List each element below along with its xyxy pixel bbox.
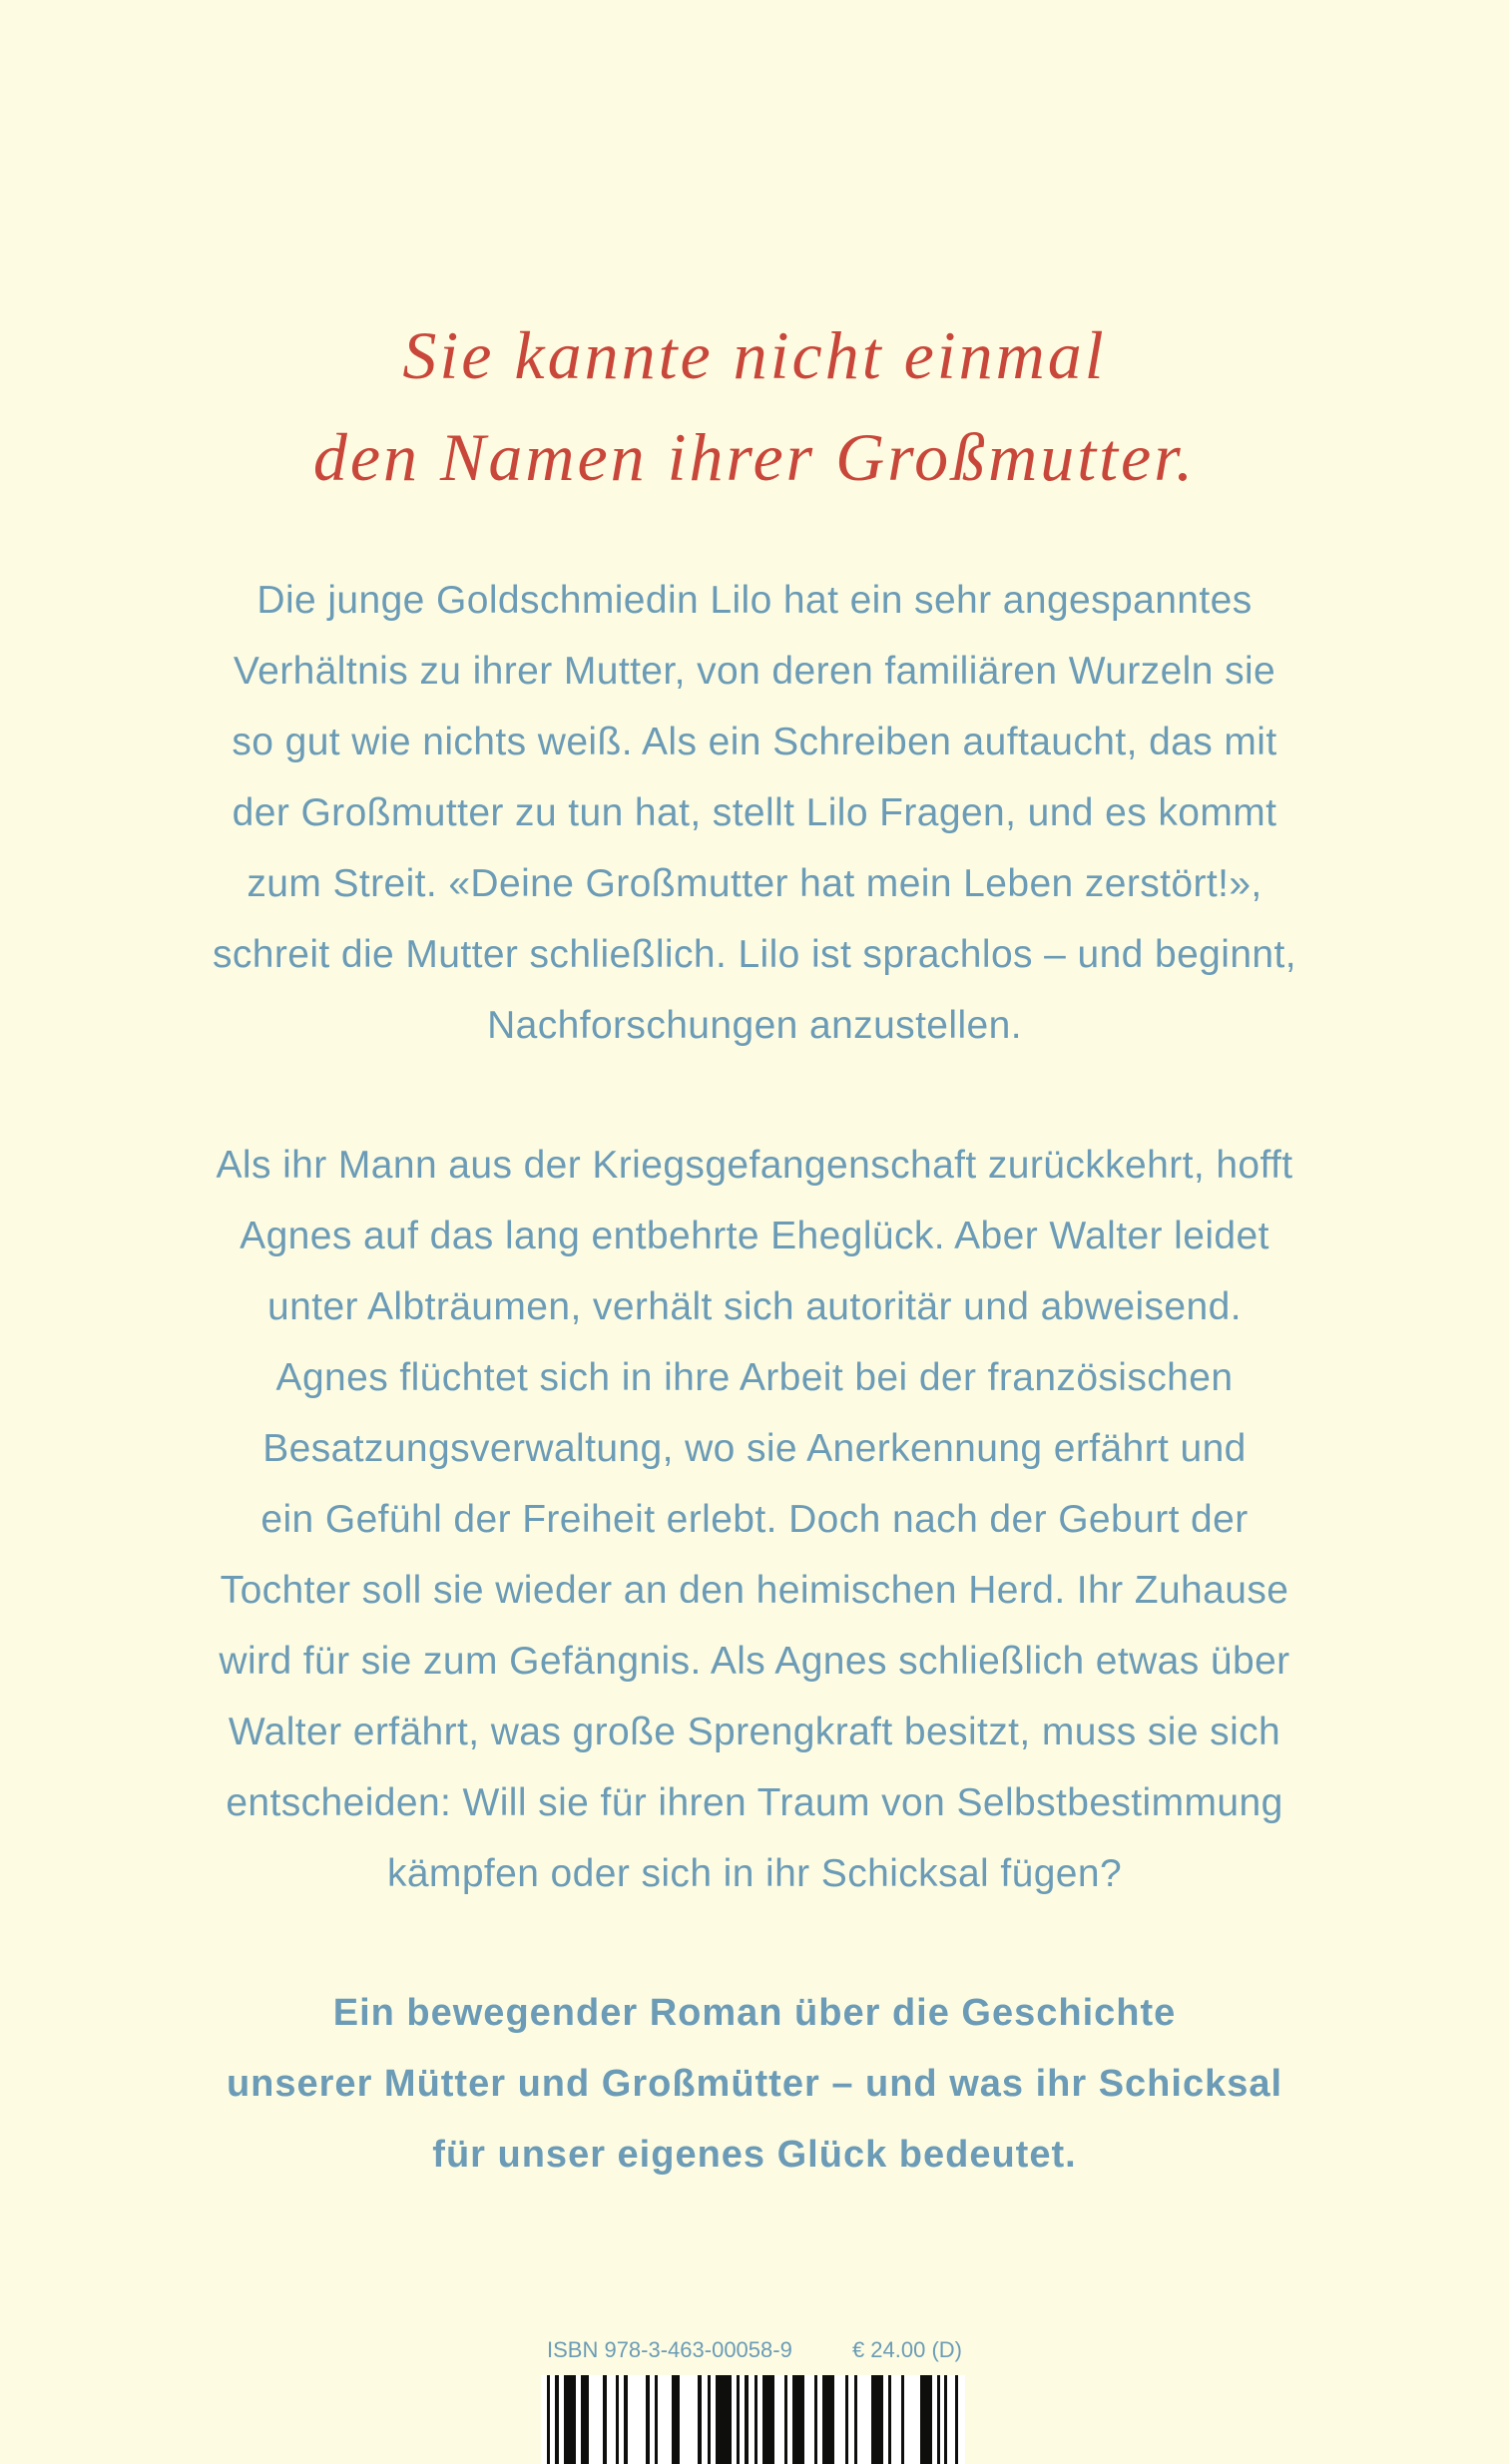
barcode-bar <box>754 2375 757 2464</box>
text-line: Als ihr Mann aus der Kriegsgefangenschaft zurückkehrt, hofft <box>216 1144 1293 1187</box>
barcode-bar <box>624 2375 628 2464</box>
barcode-bar <box>920 2375 932 2464</box>
barcode-bar <box>646 2375 650 2464</box>
barcode-bar <box>845 2375 848 2464</box>
barcode-bar <box>745 2375 749 2464</box>
text-line: Agnes flüchtet sich in ihre Arbeit bei der französischen <box>275 1356 1234 1399</box>
isbn-price-row <box>547 2337 962 2363</box>
barcode-bar <box>871 2375 883 2464</box>
price: € 24.00 (D) <box>851 2337 962 2362</box>
blurb-paragraph-1 <box>0 565 1509 1061</box>
barcode-bar <box>822 2375 834 2464</box>
text-line: Tochter soll sie wieder an den heimischen Herd. Ihr Zuhause <box>220 1569 1289 1612</box>
headline-line: Sie kannte nicht einmal <box>402 317 1107 393</box>
text-line: Verhältnis zu ihrer Mutter, von deren familiären Wurzeln sie <box>233 650 1276 693</box>
tagline-line: Ein bewegender Roman über die Geschichte <box>332 1992 1177 2034</box>
barcode-bar <box>672 2375 680 2464</box>
barcode-bar <box>944 2375 947 2464</box>
barcode-bar <box>937 2375 940 2464</box>
text-line: ein Gefühl der Freiheit erlebt. Doch nach der Geburt der <box>260 1498 1249 1541</box>
barcode-bar <box>888 2375 891 2464</box>
text-line: zum Streit. «Deine Großmutter hat mein Leben zerstört!», <box>247 862 1262 905</box>
tagline-line: unserer Mütter und Großmütter – und was ihr Schicksal <box>226 2063 1283 2105</box>
barcode-bar <box>603 2375 607 2464</box>
barcode-bar <box>762 2375 774 2464</box>
text-line: Die junge Goldschmiedin Lilo hat ein sehr angespanntes <box>256 579 1253 622</box>
text-line: schreit die Mutter schließlich. Lilo ist sprachlos – und beginnt, <box>212 933 1296 976</box>
barcode-bar <box>581 2375 589 2464</box>
barcode-bar <box>854 2375 857 2464</box>
text-line: unter Albträumen, verhält sich autoritär und abweisend. <box>267 1285 1242 1328</box>
barcode-bar <box>616 2375 619 2464</box>
barcode-bar <box>784 2375 787 2464</box>
text-line: wird für sie zum Gefängnis. Als Agnes schließlich etwas über <box>219 1640 1290 1683</box>
blurb-paragraph-2 <box>0 1130 1509 1909</box>
barcode-bar <box>792 2375 804 2464</box>
headline-line: den Namen ihrer Großmutter. <box>312 419 1197 495</box>
barcode-bar <box>708 2375 711 2464</box>
barcode-bar <box>555 2375 559 2464</box>
text-line: kämpfen oder sich in ihr Schicksal fügen? <box>386 1852 1123 1895</box>
barcode-bar <box>955 2375 958 2464</box>
text-line: Walter erfährt, was große Sprengkraft besitzt, muss sie sich <box>228 1711 1281 1753</box>
headline <box>0 304 1509 508</box>
text-line: Nachforschungen anzustellen. <box>487 1004 1022 1047</box>
barcode-bar <box>547 2375 550 2464</box>
text-line: entscheiden: Will sie für ihren Traum von Selbstbestimmung <box>226 1781 1283 1824</box>
text-line: der Großmutter zu tun hat, stellt Lilo Fragen, und es kommt <box>232 791 1277 834</box>
barcode-bar <box>737 2375 740 2464</box>
barcode-bar <box>564 2375 576 2464</box>
text-line: Agnes auf das lang entbehrte Eheglück. Aber Walter leidet <box>240 1215 1269 1257</box>
text-line: Besatzungsverwaltung, wo sie Anerkennung erfährt und <box>262 1427 1247 1470</box>
tagline-line: für unser eigenes Glück bedeutet. <box>432 2134 1077 2176</box>
text-line: so gut wie nichts weiß. Als ein Schreiben auftaucht, das mit <box>232 721 1277 763</box>
barcode-bar <box>698 2375 702 2464</box>
isbn: ISBN 978-3-463-00058-9 <box>547 2337 792 2362</box>
tagline <box>0 1978 1509 2191</box>
barcode-bar <box>655 2375 658 2464</box>
barcode-bar <box>901 2375 904 2464</box>
barcode-bar <box>716 2375 732 2464</box>
barcode-bar <box>814 2375 817 2464</box>
barcode <box>541 2375 965 2464</box>
